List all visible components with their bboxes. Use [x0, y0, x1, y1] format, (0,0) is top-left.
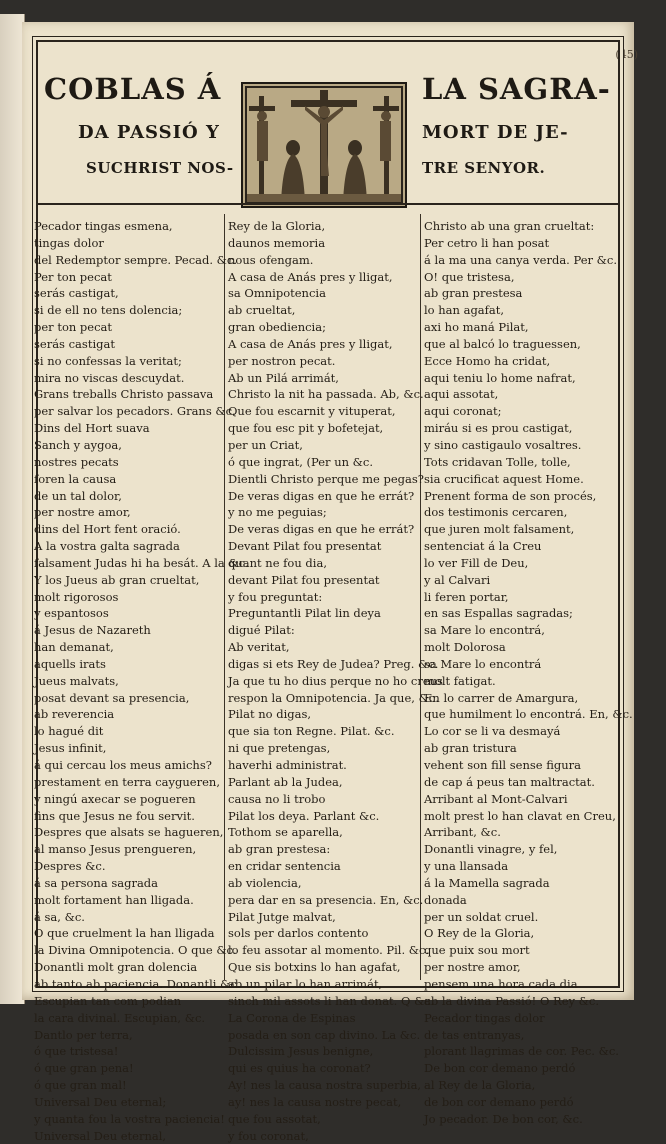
- verse-line: qui es quius ha coronat?: [228, 1061, 371, 1076]
- verse-line: respon la Omnipotencia. Ja que, &c.: [228, 690, 439, 705]
- verse-line: del Redemptor sempre. Pecad. &c.: [34, 252, 238, 267]
- verse-line: á sa persona sagrada: [34, 875, 159, 890]
- verse-line: per ton pecat: [34, 320, 113, 335]
- verse-line: molt rigorosos: [34, 589, 119, 604]
- verse-line: La Corona de Espinas: [228, 1010, 356, 1025]
- verse-line: pensem una hora cada dia: [424, 976, 578, 991]
- verse-line: Despres que alsats se hagueren,: [34, 825, 224, 840]
- verse-column-3: [424, 218, 633, 1128]
- verse-line: ó que ingrat, (Per un &c.: [228, 454, 374, 469]
- verse-line: Ja que tu ho dius perque no ho creus: [228, 673, 443, 688]
- verse-line: Sanch y aygoa,: [34, 437, 122, 452]
- verse-line: Jo pecador. De bon cor, &c.: [424, 1111, 583, 1126]
- verse-line: Preguntantli Pilat lin deya: [228, 606, 381, 621]
- verse-line: Lo cor se li va desmayá: [424, 724, 561, 739]
- verse-line: gran obediencia;: [228, 320, 326, 335]
- verse-line: y espantosos: [34, 606, 109, 621]
- verse-line: ni que pretengas,: [228, 741, 331, 756]
- verse-line: A casa de Anás pres y lligat,: [228, 336, 393, 351]
- printed-page: [22, 22, 638, 1143]
- verse-line: á la ma una canya verda. Per &c.: [424, 252, 617, 267]
- verse-line: y ningú axecar se pogueren: [34, 791, 196, 806]
- verse-line: serás castigat,: [34, 286, 119, 301]
- verse-line: y fou preguntat:: [228, 589, 323, 604]
- verse-line: la Divina Omnipotencia. O que &c.: [34, 943, 237, 958]
- verse-line: ay! nes la causa nostre pecat,: [228, 1094, 402, 1109]
- verse-line: lo ver Fill de Deu,: [424, 555, 529, 570]
- verse-line: que al balcó lo traguessen,: [424, 336, 581, 351]
- verse-line: aquells irats: [34, 656, 106, 671]
- title-line3-left: SUCHRIST NOS-: [86, 159, 234, 177]
- verse-line: sa Omnipotencia: [228, 286, 326, 301]
- verse-line: Universal Deu eternal,: [34, 1128, 167, 1143]
- verse-line: Donantli molt gran dolencia: [34, 960, 198, 975]
- verse-line: haverhi administrat.: [228, 758, 347, 772]
- verse-line: y una llansada: [424, 859, 509, 874]
- verse-line: digué Pilat:: [228, 623, 295, 638]
- verse-line: axi ho maná Pilat,: [424, 320, 529, 335]
- verse-line: Donantli vinagre, y fel,: [424, 842, 558, 857]
- verse-line: al manso Jesus prengueren,: [34, 842, 197, 857]
- verse-line: ab gran prestesa:: [228, 842, 331, 857]
- title-line1-right: LA SAGRA-: [422, 72, 611, 106]
- verse-line: prestament en terra caygueren,: [34, 774, 220, 789]
- verse-line: Rey de la Gloria,: [228, 219, 326, 233]
- verse-line: Que fou escarnit y vituperat,: [228, 404, 396, 419]
- verse-line: dins del Hort fent oració.: [34, 522, 181, 537]
- verse-line: y fou coronat,: [228, 1128, 309, 1143]
- verse-column-1: [34, 218, 249, 1144]
- verse-line: O que cruelment la han lligada: [34, 926, 215, 941]
- verse-line: aqui teniu lo home nafrat,: [424, 370, 576, 385]
- verse-line: si no confessas la veritat;: [34, 353, 182, 368]
- verse-line: ab gran prestesa: [424, 286, 523, 301]
- verse-line: tingas dolor: [34, 235, 104, 250]
- verse-line: per un soldat cruel.: [424, 909, 539, 924]
- verse-line: que fou esc pit y bofetejat,: [228, 421, 384, 436]
- verse-line: lo hagué dit: [34, 724, 104, 739]
- verse-line: ab un pilar lo han arrimát,: [228, 976, 383, 991]
- verse-line: que puix sou mort: [424, 943, 530, 958]
- verse-line: y sino castigaulo vosaltres.: [424, 437, 582, 452]
- verse-line: A la vostra galta sagrada: [34, 539, 180, 554]
- verse-line: Pecador tingas dolor: [424, 1010, 545, 1025]
- verse-line: Grans treballs Christo passava: [34, 387, 214, 402]
- verse-line: han demanat,: [34, 640, 114, 655]
- verse-line: quant ne fou dia,: [228, 555, 327, 570]
- verse-line: lo feu assotar al momento. Pil. &c.: [228, 943, 430, 958]
- verse-line: Ab veritat,: [228, 640, 290, 655]
- verse-line: Arribant, &c.: [424, 825, 501, 840]
- verse-line: Christo la nit ha passada. Ab, &c.: [228, 387, 424, 402]
- verse-line: en cridar sentencia: [228, 859, 341, 874]
- verse-line: molt fatigat.: [424, 673, 496, 688]
- verse-line: Tots cridavan Tolle, tolle,: [424, 454, 571, 469]
- crucifixion-woodcut: [241, 82, 407, 208]
- verse-line: devant Pilat fou presentat: [228, 572, 380, 587]
- verse-line: pera dar en sa presencia. En, &c.: [228, 892, 424, 907]
- verse-line: Pilat Jutge malvat,: [228, 909, 336, 924]
- verse-line: Parlant ab la Judea,: [228, 774, 343, 789]
- verse-line: Arribant al Mont-Calvari: [424, 791, 568, 806]
- verse-line: Pilat los deya. Parlant &c.: [228, 808, 380, 823]
- verse-line: que sia ton Regne. Pilat. &c.: [228, 724, 395, 739]
- verse-line: Dantlo per terra,: [34, 1027, 133, 1042]
- verse-line: serás castigat: [34, 336, 115, 351]
- verse-line: que humilment lo encontrá. En, &c.: [424, 707, 633, 722]
- verse-line: á la Mamella sagrada: [424, 875, 550, 890]
- verse-line: fins que Jesus ne fou servit.: [34, 808, 195, 823]
- verse-line: Ay! nes la causa nostra superbia,: [228, 1078, 422, 1093]
- verse-line: que juren molt falsament,: [424, 522, 575, 537]
- verse-line: ab gran tristura: [424, 741, 517, 756]
- verse-line: nous ofengam.: [228, 252, 314, 267]
- page-number: (45): [615, 48, 638, 61]
- verse-line: foren la causa: [34, 471, 117, 486]
- verse-line: ab violencia,: [228, 875, 302, 890]
- title-line2-left: DA PASSIÓ Y: [78, 122, 220, 143]
- verse-line: al Rey de la Gloria,: [424, 1078, 536, 1093]
- verse-line: De bon cor demano perdó: [424, 1061, 576, 1076]
- verse-line: á Jesus de Nazareth: [34, 623, 151, 638]
- verse-line: Ecce Homo ha cridat,: [424, 353, 551, 368]
- verse-line: per nostron pecat.: [228, 353, 336, 368]
- verse-line: posada en son cap divino. La &c.: [228, 1027, 421, 1042]
- title-line3-right: TRE SENYOR.: [422, 159, 546, 177]
- verse-line: de tas entranyas,: [424, 1027, 525, 1042]
- verse-line: dos testimonis cercaren,: [424, 505, 568, 520]
- verse-line: Escupian tan com podian: [34, 993, 182, 1008]
- verse-line: Per ton pecat: [34, 269, 112, 284]
- verse-line: de bon cor demano perdó: [424, 1094, 574, 1109]
- verse-line: per un Criat,: [228, 437, 303, 452]
- verse-line: Devant Pilat fou presentat: [228, 539, 382, 554]
- verse-line: per nostre amor,: [34, 505, 131, 520]
- verse-line: á sa, &c.: [34, 909, 85, 924]
- verse-line: Christo ab una gran crueltat:: [424, 219, 595, 233]
- verse-line: Que sis botxins lo han agafat,: [228, 960, 401, 975]
- verse-line: miráu si es prou castigat,: [424, 421, 573, 436]
- verse-line: ab la divina Passió! O Rey &c.: [424, 993, 599, 1008]
- verse-line: nostres pecats: [34, 454, 119, 469]
- verse-line: Pilat no digas,: [228, 707, 312, 722]
- verse-line: vehent son fill sense figura: [424, 758, 582, 772]
- title-line1-left: COBLAS Á: [44, 72, 222, 106]
- verse-line: per salvar los pecadors. Grans &c.: [34, 404, 236, 419]
- column-divider: [420, 214, 421, 980]
- verse-line: daunos memoria: [228, 235, 326, 250]
- verse-line: plorant llagrimas de cor. Pec. &c.: [424, 1044, 619, 1059]
- title-line2-right: MORT DE JE-: [422, 122, 569, 143]
- verse-line: que fou assotat,: [228, 1111, 321, 1126]
- verse-line: molt Dolorosa: [424, 640, 506, 655]
- verse-line: sa Mare lo encontrá: [424, 656, 542, 671]
- verse-line: ab crueltat,: [228, 303, 296, 318]
- header-rule: [36, 203, 618, 205]
- verse-line: lo han agafat,: [424, 303, 505, 318]
- verse-line: sentenciat á la Creu: [424, 539, 542, 554]
- verse-line: si de ell no tens dolencia;: [34, 303, 183, 318]
- verse-line: Y los Jueus ab gran crueltat,: [34, 572, 200, 587]
- verse-line: causa no li trobo: [228, 791, 326, 806]
- column-divider: [224, 214, 225, 980]
- verse-line: Dulcissim Jesus benigne,: [228, 1044, 374, 1059]
- verse-line: aqui assotat,: [424, 387, 499, 402]
- verse-line: En lo carrer de Amargura,: [424, 690, 579, 705]
- verse-line: ab tanto ab paciencia. Donantli &c.: [34, 976, 241, 991]
- verse-line: Prenent forma de son procés,: [424, 488, 597, 503]
- verse-line: falsament Judas hi ha besát. A la &c.: [34, 555, 249, 570]
- verse-line: aqui coronat;: [424, 404, 502, 419]
- verse-line: sinch mil assots li han donat. Q &c.: [228, 993, 435, 1008]
- verse-line: molt prest lo han clavat en Creu,: [424, 808, 616, 823]
- verse-line: á qui cercau los meus amichs?: [34, 758, 212, 772]
- verse-line: donada: [424, 892, 467, 907]
- verse-line: Jesus infinit,: [34, 741, 107, 756]
- verse-line: li feren portar,: [424, 589, 509, 604]
- verse-line: posat devant sa presencia,: [34, 690, 190, 705]
- verse-line: De veras digas en que he errát?: [228, 488, 415, 503]
- verse-line: Per cetro li han posat: [424, 235, 550, 250]
- verse-line: O! que tristesa,: [424, 269, 515, 284]
- verse-line: Pecador tingas esmena,: [34, 219, 173, 233]
- verse-line: Ab un Pilá arrimát,: [228, 370, 339, 385]
- verse-line: Universal Deu eternal;: [34, 1094, 167, 1109]
- verse-line: Tothom se aparella,: [228, 825, 343, 840]
- verse-line: digas si ets Rey de Judea? Preg. &c.: [228, 656, 439, 671]
- verse-line: ó que gran mal!: [34, 1078, 127, 1093]
- verse-column-2: [228, 218, 443, 1144]
- verse-line: sia crucificat aquest Home.: [424, 471, 584, 486]
- verse-line: la cara divinal. Escupian, &c.: [34, 1010, 206, 1025]
- verse-line: Dins del Hort suava: [34, 421, 150, 436]
- verse-line: en sas Espallas sagradas;: [424, 606, 573, 621]
- verse-line: Despres &c.: [34, 859, 106, 874]
- verse-line: sols per darlos contento: [228, 926, 369, 941]
- verse-line: De veras digas en que he errát?: [228, 522, 415, 537]
- verse-line: A casa de Anás pres y lligat,: [228, 269, 393, 284]
- verse-line: de cap á peus tan maltractat.: [424, 774, 595, 789]
- verse-line: Jueus malvats,: [34, 673, 119, 688]
- verse-line: ab reverencia: [34, 707, 115, 722]
- verse-line: ó que tristesa!: [34, 1044, 119, 1059]
- verse-line: O Rey de la Gloria,: [424, 926, 535, 941]
- verse-line: mira no viscas descuydat.: [34, 370, 185, 385]
- verse-line: Dientli Christo perque me pegas?: [228, 471, 424, 486]
- verse-line: per nostre amor,: [424, 960, 521, 975]
- verse-line: y al Calvari: [424, 572, 491, 587]
- verse-line: ó que gran pena!: [34, 1061, 134, 1076]
- verse-line: y quanta fou la vostra paciencia!: [34, 1111, 225, 1126]
- verse-line: de un tal dolor,: [34, 488, 122, 503]
- verse-line: y no me peguias;: [228, 505, 327, 520]
- verse-line: sa Mare lo encontrá,: [424, 623, 545, 638]
- verse-line: molt fortament han lligada.: [34, 892, 194, 907]
